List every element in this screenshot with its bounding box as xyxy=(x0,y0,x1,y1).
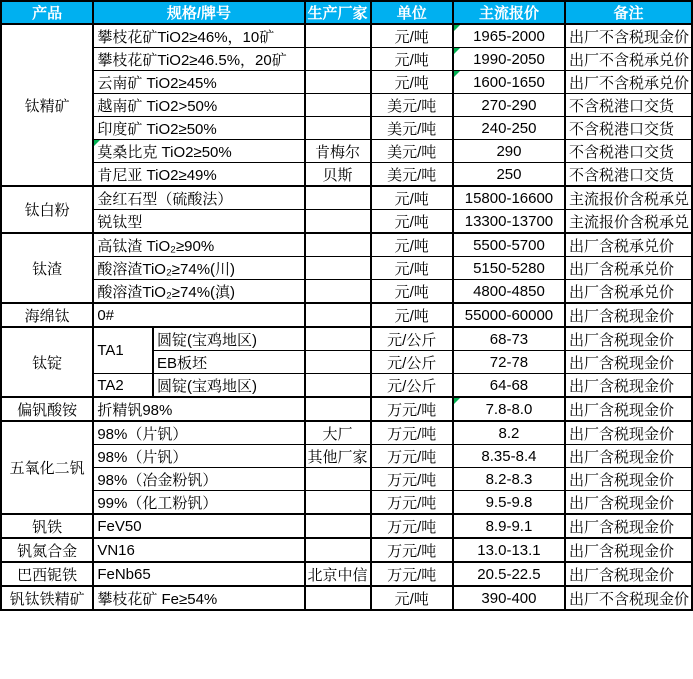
note-cell: 主流报价含税承兑 xyxy=(565,186,692,210)
comment-marker-icon xyxy=(454,71,460,77)
spec-cell: 圆锭(宝鸡地区) xyxy=(153,327,304,351)
price-value: 1600-1650 xyxy=(473,73,545,91)
price-cell: 290 xyxy=(453,140,565,163)
table-row xyxy=(1,514,692,538)
note-cell: 不含税港口交货 xyxy=(565,163,692,187)
spec-cell: 高钛渣 TiO₂≥90% xyxy=(93,233,304,257)
vendor-cell xyxy=(305,468,371,491)
vendor-cell xyxy=(305,538,371,562)
price-cell: 4800-4850 xyxy=(453,280,565,304)
note-cell: 出厂不含税现金价 xyxy=(565,24,692,48)
spec-cell: 折精钒98% xyxy=(93,397,304,421)
table-row xyxy=(1,94,692,117)
price-cell: 8.2-8.3 xyxy=(453,468,565,491)
product-cell: 钛锭 xyxy=(1,327,93,397)
unit-cell: 万元/吨 xyxy=(371,538,453,562)
table-row xyxy=(1,163,692,187)
unit-cell: 美元/吨 xyxy=(371,163,453,187)
spec-grade-cell: TA1 xyxy=(93,327,153,374)
price-cell: 8.9-9.1 xyxy=(453,514,565,538)
price-cell: 5150-5280 xyxy=(453,257,565,280)
table-row xyxy=(1,117,692,140)
table-row xyxy=(1,140,692,163)
spec-cell: 肯尼亚 TiO2≥49% xyxy=(93,163,304,187)
price-value: 7.8-8.0 xyxy=(485,400,533,418)
spec-cell: 攀枝花矿TiO2≥46%，10矿 xyxy=(93,24,304,48)
spec-cell: 攀枝花矿 Fe≥54% xyxy=(93,586,304,610)
note-cell: 出厂含税承兑价 xyxy=(565,280,692,304)
vendor-cell xyxy=(305,514,371,538)
note-cell: 出厂含税现金价 xyxy=(565,327,692,351)
vendor-cell: 其他厂家 xyxy=(305,445,371,468)
note-cell: 出厂含税现金价 xyxy=(565,445,692,468)
table-row xyxy=(1,280,692,304)
unit-cell: 万元/吨 xyxy=(371,562,453,586)
note-cell: 出厂含税现金价 xyxy=(565,562,692,586)
spec-cell: FeV50 xyxy=(93,514,304,538)
unit-cell: 元/吨 xyxy=(371,48,453,71)
unit-cell: 美元/吨 xyxy=(371,140,453,163)
price-cell: 55000-60000 xyxy=(453,303,565,327)
unit-cell: 美元/吨 xyxy=(371,94,453,117)
price-cell: 15800-16600 xyxy=(453,186,565,210)
unit-cell: 元/吨 xyxy=(371,71,453,94)
note-cell: 主流报价含税承兑 xyxy=(565,210,692,234)
price-cell xyxy=(453,71,565,94)
vendor-cell xyxy=(305,186,371,210)
vendor-cell xyxy=(305,491,371,515)
comment-marker-icon xyxy=(94,140,100,146)
spec-cell: 0# xyxy=(93,303,304,327)
table-row xyxy=(1,468,692,491)
table-row xyxy=(1,257,692,280)
product-cell: 钛渣 xyxy=(1,233,93,303)
note-cell: 出厂含税现金价 xyxy=(565,468,692,491)
header-row xyxy=(1,1,692,24)
note-cell: 出厂含税现金价 xyxy=(565,491,692,515)
spec-cell xyxy=(93,140,304,163)
note-cell: 出厂含税现金价 xyxy=(565,538,692,562)
spec-cell: 云南矿 TiO2≥45% xyxy=(93,71,304,94)
price-cell: 270-290 xyxy=(453,94,565,117)
col-header-note: 备注 xyxy=(565,1,692,24)
unit-cell: 万元/吨 xyxy=(371,421,453,445)
spec-cell: 锐钛型 xyxy=(93,210,304,234)
price-cell: 5500-5700 xyxy=(453,233,565,257)
vendor-cell xyxy=(305,351,371,374)
vendor-cell: 大厂 xyxy=(305,421,371,445)
note-cell: 不含税港口交货 xyxy=(565,117,692,140)
spec-value: 莫桑比克 TiO2≥50% xyxy=(97,143,232,161)
unit-cell: 元/公斤 xyxy=(371,351,453,374)
spec-cell: FeNb65 xyxy=(93,562,304,586)
spec-cell: 98%（片钒） xyxy=(93,421,304,445)
comment-marker-icon xyxy=(454,25,460,31)
note-cell: 出厂不含税现金价 xyxy=(565,586,692,610)
unit-cell: 万元/吨 xyxy=(371,491,453,515)
spec-cell: 酸溶渣TiO₂≥74%(滇) xyxy=(93,280,304,304)
price-cell: 64-68 xyxy=(453,374,565,398)
table-row xyxy=(1,233,692,257)
table-row xyxy=(1,24,692,48)
table-row xyxy=(1,586,692,610)
product-cell: 钒铁 xyxy=(1,514,93,538)
spec-cell: 印度矿 TiO2≥50% xyxy=(93,117,304,140)
unit-cell: 万元/吨 xyxy=(371,468,453,491)
unit-cell: 元/吨 xyxy=(371,24,453,48)
unit-cell: 元/吨 xyxy=(371,257,453,280)
table-row xyxy=(1,421,692,445)
note-cell: 出厂含税承兑价 xyxy=(565,233,692,257)
note-cell: 出厂含税现金价 xyxy=(565,397,692,421)
table-row xyxy=(1,71,692,94)
spec-cell: 圆锭(宝鸡地区) xyxy=(153,374,304,398)
table-row xyxy=(1,397,692,421)
comment-marker-icon xyxy=(454,398,460,404)
price-value: 1990-2050 xyxy=(473,50,545,68)
unit-cell: 万元/吨 xyxy=(371,397,453,421)
price-cell: 8.35-8.4 xyxy=(453,445,565,468)
col-header-vendor: 生产厂家 xyxy=(305,1,371,24)
unit-cell: 元/吨 xyxy=(371,303,453,327)
vendor-cell xyxy=(305,374,371,398)
unit-cell: 元/公斤 xyxy=(371,374,453,398)
price-cell: 9.5-9.8 xyxy=(453,491,565,515)
vendor-cell xyxy=(305,327,371,351)
spec-cell: 酸溶渣TiO₂≥74%(川) xyxy=(93,257,304,280)
price-value: 1965-2000 xyxy=(473,27,545,45)
product-cell: 海绵钛 xyxy=(1,303,93,327)
price-cell: 68-73 xyxy=(453,327,565,351)
unit-cell: 万元/吨 xyxy=(371,445,453,468)
unit-cell: 美元/吨 xyxy=(371,117,453,140)
price-cell: 390-400 xyxy=(453,586,565,610)
product-cell: 钛白粉 xyxy=(1,186,93,233)
note-cell: 出厂不含税承兑价 xyxy=(565,48,692,71)
unit-cell: 元/公斤 xyxy=(371,327,453,351)
table-row xyxy=(1,445,692,468)
note-cell: 出厂含税现金价 xyxy=(565,514,692,538)
col-header-product: 产品 xyxy=(1,1,93,24)
spec-cell: 金红石型（硫酸法） xyxy=(93,186,304,210)
vendor-cell xyxy=(305,586,371,610)
table-row xyxy=(1,327,692,351)
spec-cell: 98%（冶金粉钒） xyxy=(93,468,304,491)
price-cell: 13.0-13.1 xyxy=(453,538,565,562)
spec-cell: 越南矿 TiO2>50% xyxy=(93,94,304,117)
note-cell: 出厂含税现金价 xyxy=(565,351,692,374)
vendor-cell xyxy=(305,117,371,140)
vendor-cell: 北京中信 xyxy=(305,562,371,586)
unit-cell: 元/吨 xyxy=(371,280,453,304)
note-cell: 出厂含税承兑价 xyxy=(565,257,692,280)
price-cell: 20.5-22.5 xyxy=(453,562,565,586)
col-header-unit: 单位 xyxy=(371,1,453,24)
vendor-cell xyxy=(305,233,371,257)
table-row xyxy=(1,303,692,327)
price-cell xyxy=(453,24,565,48)
price-cell xyxy=(453,48,565,71)
note-cell: 出厂含税现金价 xyxy=(565,303,692,327)
product-cell: 偏钒酸铵 xyxy=(1,397,93,421)
spec-cell: 98%（片钒） xyxy=(93,445,304,468)
note-cell: 出厂含税现金价 xyxy=(565,421,692,445)
spec-cell: 99%（化工粉钒） xyxy=(93,491,304,515)
spec-cell: EB板坯 xyxy=(153,351,304,374)
vendor-cell xyxy=(305,71,371,94)
product-cell: 巴西铌铁 xyxy=(1,562,93,586)
price-cell xyxy=(453,397,565,421)
vendor-cell xyxy=(305,94,371,117)
note-cell: 出厂不含税承兑价 xyxy=(565,71,692,94)
col-header-price: 主流报价 xyxy=(453,1,565,24)
comment-marker-icon xyxy=(454,48,460,54)
spec-grade-cell: TA2 xyxy=(93,374,153,398)
vendor-cell xyxy=(305,280,371,304)
unit-cell: 元/吨 xyxy=(371,586,453,610)
note-cell: 出厂含税现金价 xyxy=(565,374,692,398)
table-row xyxy=(1,374,692,398)
product-cell: 钒氮合金 xyxy=(1,538,93,562)
price-cell: 240-250 xyxy=(453,117,565,140)
unit-cell: 元/吨 xyxy=(371,210,453,234)
note-cell: 不含税港口交货 xyxy=(565,140,692,163)
spec-cell: 攀枝花矿TiO2≥46.5%，20矿 xyxy=(93,48,304,71)
vendor-cell: 贝斯 xyxy=(305,163,371,187)
table-row xyxy=(1,186,692,210)
price-cell: 250 xyxy=(453,163,565,187)
note-cell: 不含税港口交货 xyxy=(565,94,692,117)
vendor-cell xyxy=(305,257,371,280)
col-header-spec: 规格/牌号 xyxy=(93,1,304,24)
table-row xyxy=(1,210,692,234)
vendor-cell xyxy=(305,397,371,421)
vendor-cell: 肯梅尔 xyxy=(305,140,371,163)
price-cell: 72-78 xyxy=(453,351,565,374)
table-row xyxy=(1,491,692,515)
vendor-cell xyxy=(305,210,371,234)
spec-cell: VN16 xyxy=(93,538,304,562)
unit-cell: 万元/吨 xyxy=(371,514,453,538)
price-cell: 8.2 xyxy=(453,421,565,445)
product-cell: 钛精矿 xyxy=(1,24,93,186)
unit-cell: 元/吨 xyxy=(371,233,453,257)
table-row xyxy=(1,48,692,71)
table-row xyxy=(1,562,692,586)
unit-cell: 元/吨 xyxy=(371,186,453,210)
price-cell: 13300-13700 xyxy=(453,210,565,234)
vendor-cell xyxy=(305,303,371,327)
table-row xyxy=(1,538,692,562)
vendor-cell xyxy=(305,48,371,71)
product-cell: 五氧化二钒 xyxy=(1,421,93,514)
table-header xyxy=(1,1,692,24)
vendor-cell xyxy=(305,24,371,48)
product-cell: 钒钛铁精矿 xyxy=(1,586,93,610)
